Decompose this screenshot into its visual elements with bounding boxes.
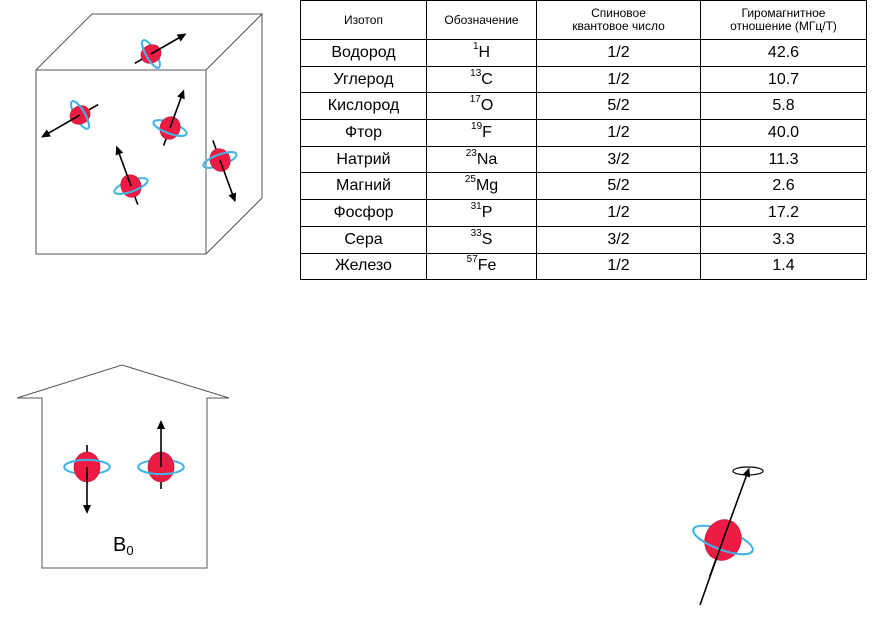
spin-number: 5/2	[537, 173, 701, 200]
table-row	[301, 253, 867, 280]
spin-up-particle	[138, 420, 184, 489]
gyromagnetic-ratio: 3.3	[701, 226, 867, 253]
isotope-name: Кислород	[301, 93, 427, 120]
table-row	[301, 120, 867, 147]
element-symbol: O	[480, 97, 494, 115]
element-symbol: H	[478, 43, 491, 61]
gyromagnetic-ratio: 1.4	[701, 253, 867, 280]
spin-number: 1/2	[537, 66, 701, 93]
spin-number: 3/2	[537, 226, 701, 253]
gyromagnetic-ratio: 11.3	[701, 146, 867, 173]
precessing-spin-particle	[680, 457, 779, 587]
spin-box-diagram	[0, 0, 290, 290]
isotope-name: Водород	[301, 40, 427, 67]
gyromagnetic-ratio: 17.2	[701, 200, 867, 227]
magnet-field-diagram	[0, 355, 260, 595]
table-row	[301, 173, 867, 200]
isotope-notation	[427, 120, 537, 147]
isotope-name: Железо	[301, 253, 427, 280]
spin-particle	[147, 83, 200, 151]
isotope-name: Магний	[301, 173, 427, 200]
isotope-name: Углерод	[301, 66, 427, 93]
mass-number: 17	[469, 94, 481, 106]
gyromagnetic-ratio: 5.8	[701, 93, 867, 120]
isotope-notation	[427, 173, 537, 200]
gyromagnetic-ratio: 2.6	[701, 173, 867, 200]
element-symbol: P	[481, 203, 493, 221]
mass-number: 31	[470, 200, 482, 212]
isotope-name: Фтор	[301, 120, 427, 147]
element-symbol: C	[481, 70, 493, 88]
header-spin-number: Спиновое квантовое число	[537, 1, 701, 40]
element-symbol: F	[482, 123, 492, 141]
element-symbol: Fe	[477, 257, 497, 275]
table-header-row	[301, 1, 867, 40]
isotope-notation	[427, 226, 537, 253]
b0-label: $B_0$	[113, 534, 134, 558]
mass-number: 57	[466, 254, 478, 266]
spin-number: 1/2	[537, 120, 701, 147]
isotope-notation	[427, 253, 537, 280]
header-gyromagnetic-ratio: Гиромагнитное отношение (МГц/Т)	[701, 1, 867, 40]
table-row	[301, 200, 867, 227]
spin-particle	[100, 140, 154, 211]
mass-number: 25	[464, 174, 476, 186]
table-row	[301, 146, 867, 173]
isotope-notation	[427, 66, 537, 93]
mass-number: 23	[465, 147, 477, 159]
isotope-notation	[427, 93, 537, 120]
mass-number: 1	[472, 40, 479, 52]
isotope-name: Натрий	[301, 146, 427, 173]
table-row	[301, 40, 867, 67]
spin-number: 1/2	[537, 253, 701, 280]
spin-down-particle	[64, 445, 110, 514]
gyromagnetic-ratio: 40.0	[701, 120, 867, 147]
mass-number: 19	[471, 120, 483, 132]
table-row	[301, 93, 867, 120]
table-row	[301, 66, 867, 93]
spin-particle	[127, 20, 194, 77]
element-symbol: Mg	[475, 177, 499, 195]
isotope-name: Сера	[301, 226, 427, 253]
isotope-name: Фосфор	[301, 200, 427, 227]
isotope-notation	[427, 200, 537, 227]
spin-number: 1/2	[537, 40, 701, 67]
header-notation: Обозначение	[427, 1, 537, 40]
header-isotope: Изотоп	[301, 1, 427, 40]
spin-number: 3/2	[537, 146, 701, 173]
spin-particle	[196, 134, 251, 208]
element-symbol: S	[481, 230, 493, 248]
spin-particle	[33, 91, 106, 151]
gyromagnetic-ratio: 42.6	[701, 40, 867, 67]
element-symbol: Na	[476, 150, 498, 168]
isotope-notation	[427, 40, 537, 67]
isotope-table	[300, 0, 867, 280]
spin-number: 5/2	[537, 93, 701, 120]
precessing-spin-diagram	[660, 455, 780, 615]
mass-number: 33	[470, 227, 482, 239]
gyromagnetic-ratio: 10.7	[701, 66, 867, 93]
isotope-notation	[427, 146, 537, 173]
spin-number: 1/2	[537, 200, 701, 227]
table-row	[301, 226, 867, 253]
mass-number: 13	[470, 67, 482, 79]
